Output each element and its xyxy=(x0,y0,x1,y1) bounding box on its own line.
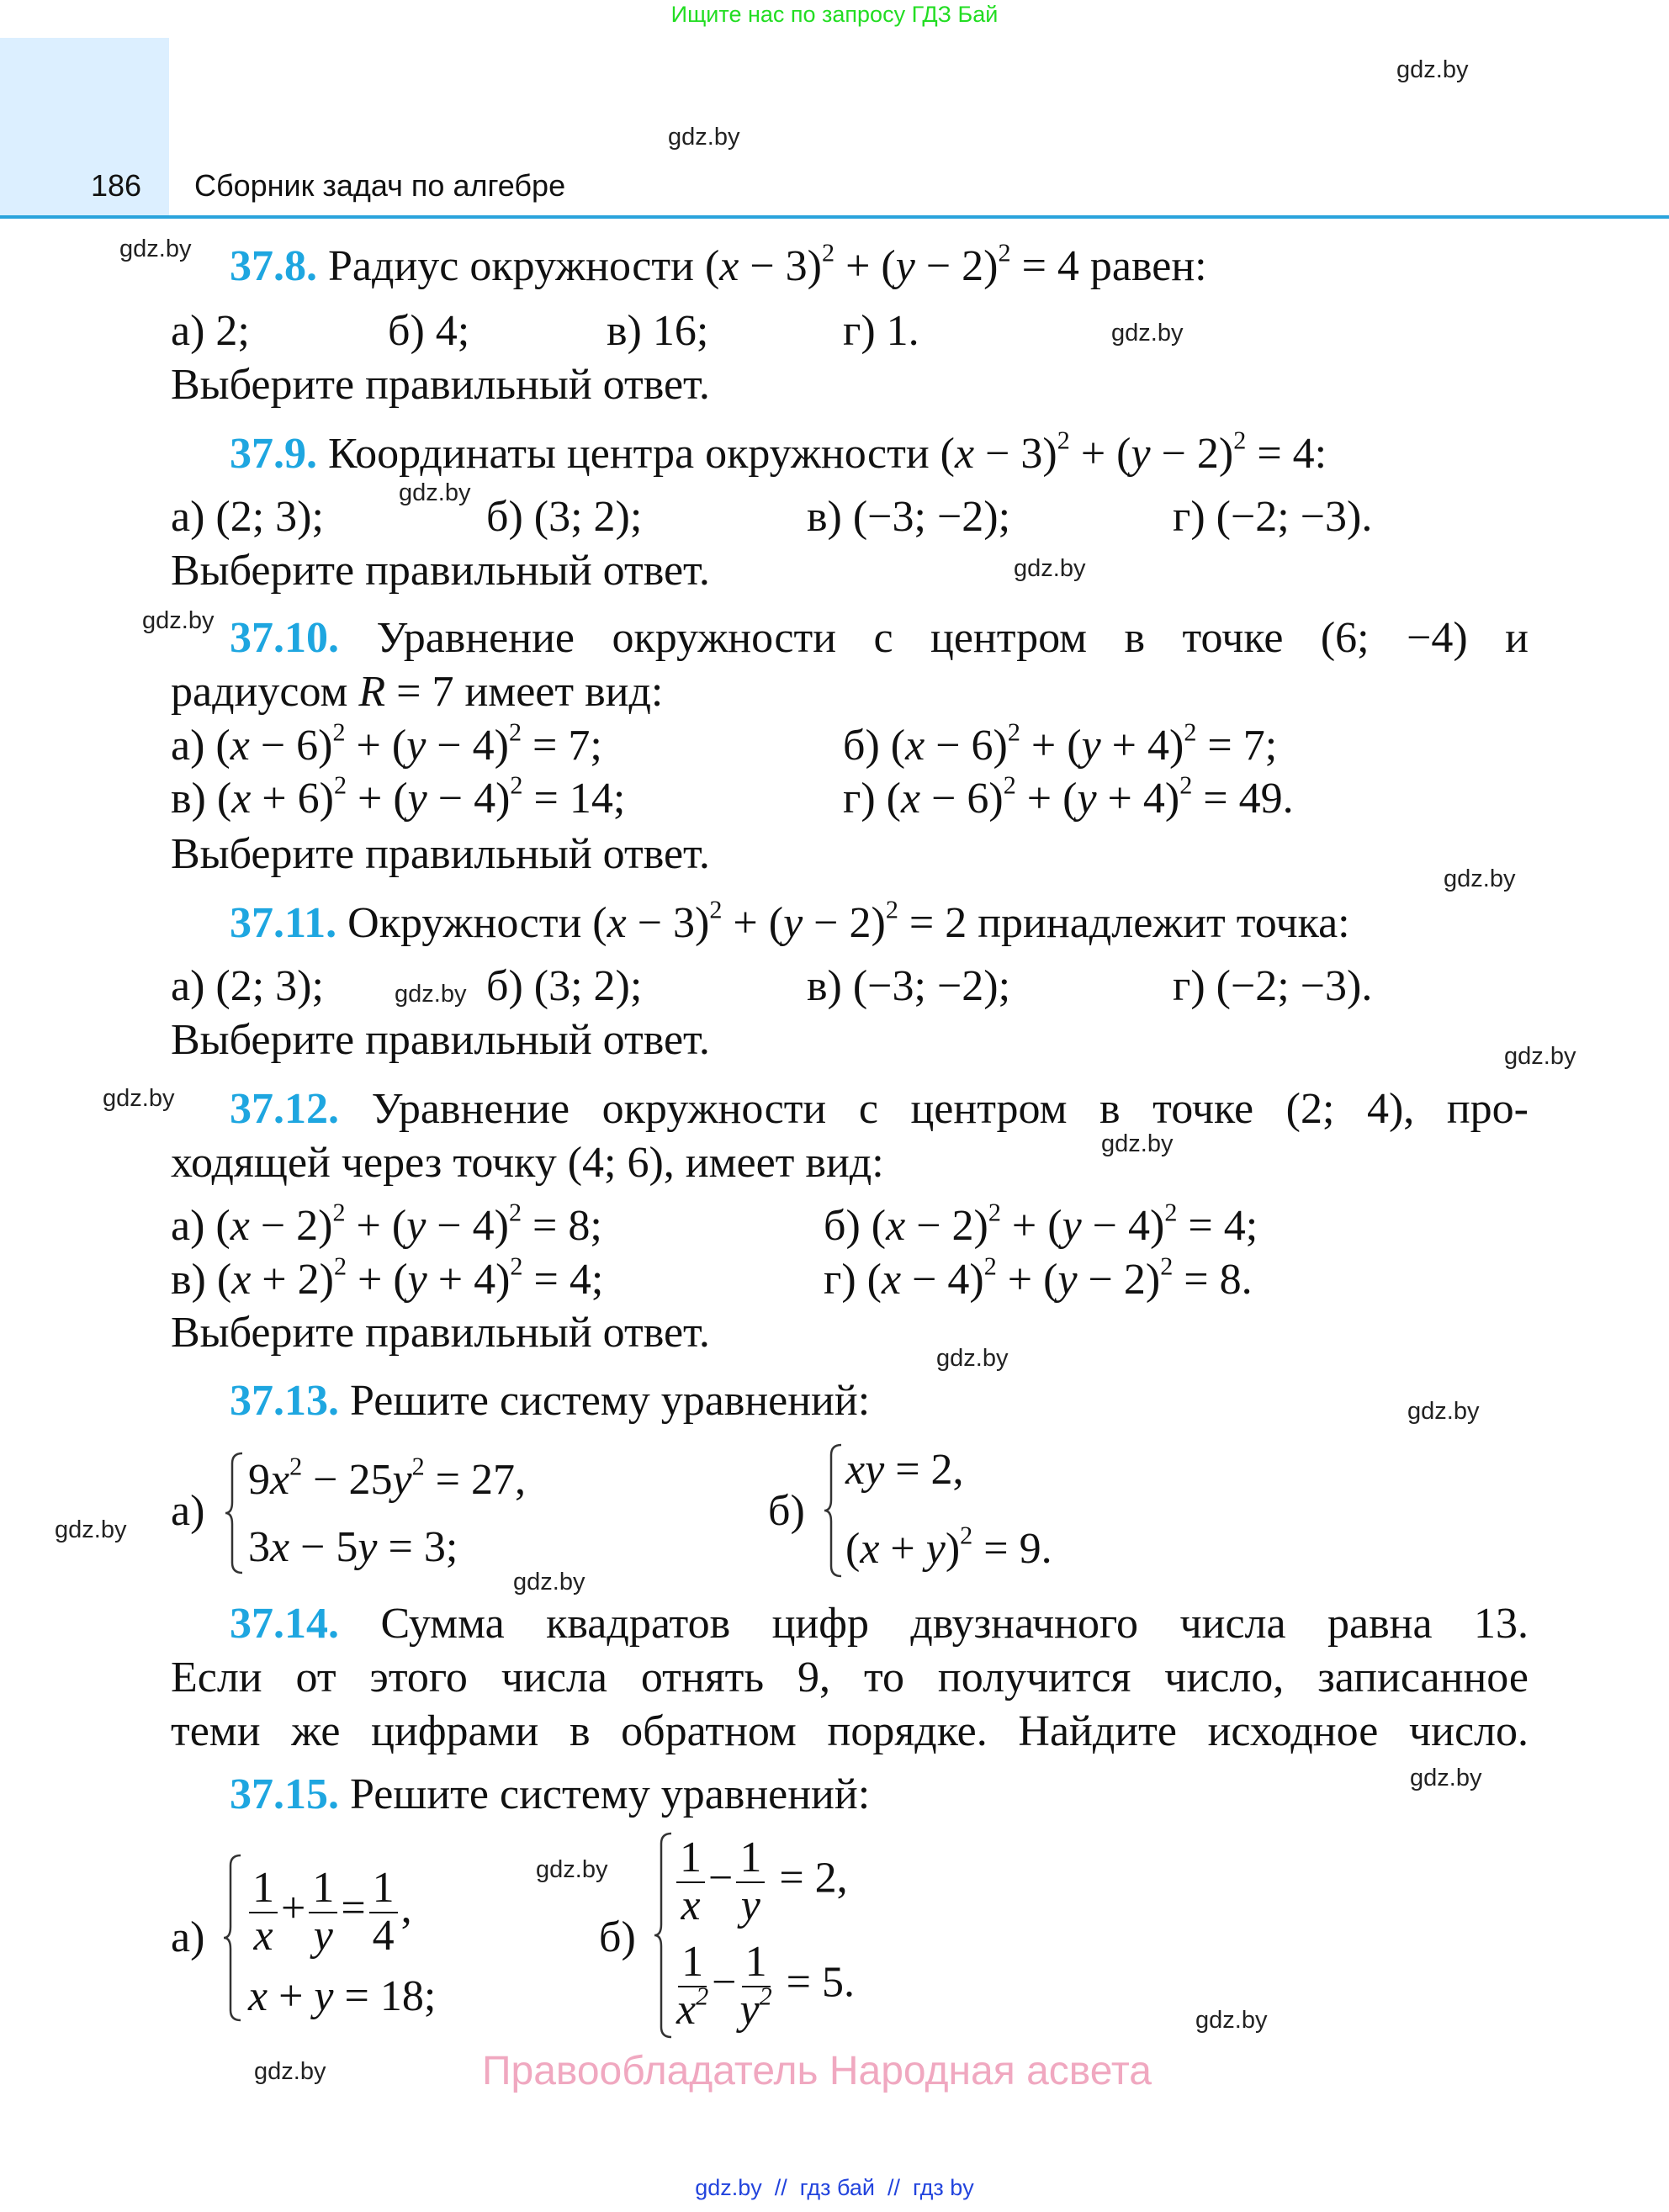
watermark: gdz.by xyxy=(1014,555,1086,582)
system-b-label: б) xyxy=(599,1913,636,1961)
option-v: в) $(x + 2)^2 + (y + 4)^2 = 4$; xyxy=(171,1252,604,1304)
problem-text: Решите систему уравнений: xyxy=(350,1770,871,1818)
instruction: Выберите правильный ответ. xyxy=(171,1309,710,1357)
system-a-label: а) xyxy=(171,1913,205,1961)
problem-37-13 xyxy=(230,1374,870,1428)
watermark: gdz.by xyxy=(1407,1398,1480,1425)
numerator: 1 xyxy=(309,1865,337,1913)
top-banner: Ищите нас по запросу ГДЗ Бай xyxy=(670,2,999,27)
option-g: г) 1. xyxy=(843,307,919,355)
instruction: Выберите правильный ответ. xyxy=(171,547,710,595)
option-a: а) $(x - 2)^2 + (y - 4)^2 = 8$; xyxy=(171,1198,602,1250)
problem-number: 37.10. xyxy=(230,614,339,662)
option-b: б) $(x - 6)^2 + (y + 4)^2 = 7$; xyxy=(843,717,1278,770)
system-b-label: б) xyxy=(768,1487,805,1535)
option-v: в) 16; xyxy=(607,307,709,355)
problem-text: Радиус окружности $(x - 3)^2 + (y - 2)^2 = 4$ равен: xyxy=(328,238,1207,290)
problem-number: 37.13. xyxy=(230,1377,339,1425)
problem-text: ходящей через точку (4; 6), имеет вид: xyxy=(171,1139,884,1187)
watermark: gdz.by xyxy=(119,235,192,262)
option-b: б) 4; xyxy=(388,307,470,355)
brace-icon xyxy=(823,1443,843,1578)
option-b: б) (3; 2); xyxy=(486,493,643,541)
fraction xyxy=(369,1865,398,1959)
option-a: а) 2; xyxy=(171,307,250,355)
system-equation: xy = 2, xyxy=(845,1446,964,1494)
fraction xyxy=(740,1939,772,2033)
denominator: $y^2$ xyxy=(739,1981,772,2034)
system-equation: $9x^2 - 25y^2 = 27$, xyxy=(248,1452,526,1504)
problem-number: 37.9. xyxy=(230,430,317,478)
option-g: г) (−2; −3). xyxy=(1173,493,1373,541)
fraction xyxy=(309,1865,337,1959)
system-equation: $(x + y)^2 = 9$. xyxy=(845,1521,1052,1573)
denominator: $x^2$ xyxy=(676,1981,709,2034)
problem-37-15 xyxy=(230,1768,870,1822)
watermark: gdz.by xyxy=(142,607,215,634)
brace-icon xyxy=(653,1832,673,2039)
operator: − xyxy=(708,1854,734,1902)
watermark: gdz.by xyxy=(103,1085,175,1112)
option-v: в) (−3; −2); xyxy=(807,962,1011,1010)
problem-text: Если от этого числа отнять 9, то получится число, записанное xyxy=(171,1654,1529,1701)
problem-text: Окружности $(x - 3)^2 + (y - 2)^2 = 2$ принадлежит точка: xyxy=(347,895,1350,947)
watermark: gdz.by xyxy=(399,479,471,506)
equation-tail: = 5. xyxy=(786,1958,855,2007)
system-equation: x + y = 18; xyxy=(248,1972,437,2020)
brace-icon xyxy=(224,1452,244,1574)
problem-number: 37.12. xyxy=(230,1085,339,1133)
instruction: Выберите правильный ответ. xyxy=(171,361,710,409)
numerator: 1 xyxy=(736,1835,765,1883)
watermark: gdz.by xyxy=(513,1569,585,1595)
option-g: г) $(x - 6)^2 + (y + 4)^2 = 49$. xyxy=(843,770,1294,823)
header-rule xyxy=(0,215,1669,219)
copyright-notice: Правообладатель Народная асвета xyxy=(482,2049,1152,2093)
watermark: gdz.by xyxy=(668,124,740,151)
problem-number: 37.11. xyxy=(230,899,337,947)
watermark: gdz.by xyxy=(55,1516,127,1543)
problem-number: 37.15. xyxy=(230,1770,339,1818)
problem-37-14 xyxy=(230,1597,1529,1651)
problem-37-8 xyxy=(230,240,1207,294)
problem-text: Уравнение окружности с центром в точке (2; 4), про- xyxy=(371,1085,1529,1133)
equation-tail: = 2, xyxy=(779,1854,848,1902)
option-v: в) (−3; −2); xyxy=(807,493,1011,541)
fraction xyxy=(736,1835,765,1929)
option-g: г) (−2; −3). xyxy=(1173,962,1373,1010)
numerator: 1 xyxy=(249,1865,278,1913)
problem-37-10 xyxy=(230,611,1529,665)
operator: + xyxy=(281,1884,306,1933)
denominator: 4 xyxy=(372,1911,395,1960)
denominator: y xyxy=(740,1881,760,1929)
watermark: gdz.by xyxy=(1396,56,1469,83)
system-equation xyxy=(673,1939,855,2033)
option-b: б) (3; 2); xyxy=(486,962,643,1010)
instruction: Выберите правильный ответ. xyxy=(171,1016,710,1064)
problem-text: Решите систему уравнений: xyxy=(350,1377,871,1425)
watermark: gdz.by xyxy=(1444,865,1516,892)
header-box xyxy=(0,38,169,217)
problem-number: 37.8. xyxy=(230,242,317,290)
numerator: 1 xyxy=(676,1835,705,1883)
watermark: gdz.by xyxy=(254,2058,326,2085)
option-b: б) $(x - 2)^2 + (y - 4)^2 = 4$; xyxy=(824,1198,1258,1250)
fraction xyxy=(249,1865,278,1959)
denominator: x xyxy=(681,1881,701,1929)
watermark: gdz.by xyxy=(536,1856,608,1883)
watermark: gdz.by xyxy=(1111,320,1184,347)
system-equation xyxy=(673,1835,848,1929)
option-v: в) $(x + 6)^2 + (y - 4)^2 = 14$; xyxy=(171,770,626,823)
punctuation: , xyxy=(400,1884,412,1933)
option-a: а) $(x - 6)^2 + (y - 4)^2 = 7$; xyxy=(171,717,602,770)
instruction: Выберите правильный ответ. xyxy=(171,830,710,878)
system-a-label: а) xyxy=(171,1487,205,1535)
problem-37-11 xyxy=(230,897,1350,950)
operator: = xyxy=(341,1884,366,1933)
option-a: а) (2; 3); xyxy=(171,962,324,1010)
page-number: 186 xyxy=(91,168,142,203)
fraction xyxy=(676,1835,705,1929)
option-g: г) $(x - 4)^2 + (y - 2)^2 = 8$. xyxy=(824,1252,1253,1304)
fraction xyxy=(676,1939,708,2033)
problem-37-9 xyxy=(230,427,1327,481)
numerator: 1 xyxy=(678,1939,707,1987)
problem-number: 37.14. xyxy=(230,1600,339,1648)
problem-text: радиусом R = 7 имеет вид: xyxy=(171,668,664,716)
numerator: 1 xyxy=(742,1939,771,1987)
watermark: gdz.by xyxy=(1101,1130,1174,1157)
problem-text: теми же цифрами в обратном порядке. Найдите исходное число. xyxy=(171,1707,1529,1755)
watermark: gdz.by xyxy=(1504,1043,1576,1070)
book-title: Сборник задач по алгебре xyxy=(194,168,566,203)
brace-icon xyxy=(222,1854,242,2022)
watermark: gdz.by xyxy=(1410,1765,1482,1791)
watermark: gdz.by xyxy=(395,981,467,1008)
operator: − xyxy=(712,1958,737,2007)
problem-text: Сумма квадратов цифр двузначного числа равна 13. xyxy=(380,1600,1529,1648)
denominator: y xyxy=(313,1911,333,1960)
watermark: gdz.by xyxy=(936,1345,1009,1372)
problem-text: Координаты центра окружности $(x - 3)^2 + (y - 2)^2 = 4$: xyxy=(328,426,1327,478)
numerator: 1 xyxy=(369,1865,398,1913)
problem-37-12 xyxy=(230,1082,1529,1136)
watermark: gdz.by xyxy=(1195,2007,1268,2034)
system-equation: 3x − 5y = 3; xyxy=(248,1523,458,1571)
option-a: а) (2; 3); xyxy=(171,493,324,541)
footer-links[interactable]: gdz.by // гдз бай // гдз by xyxy=(695,2175,974,2200)
problem-text: Уравнение окружности с центром в точке (6; −4) и xyxy=(376,614,1529,662)
system-equation xyxy=(246,1865,412,1959)
denominator: x xyxy=(253,1911,273,1960)
